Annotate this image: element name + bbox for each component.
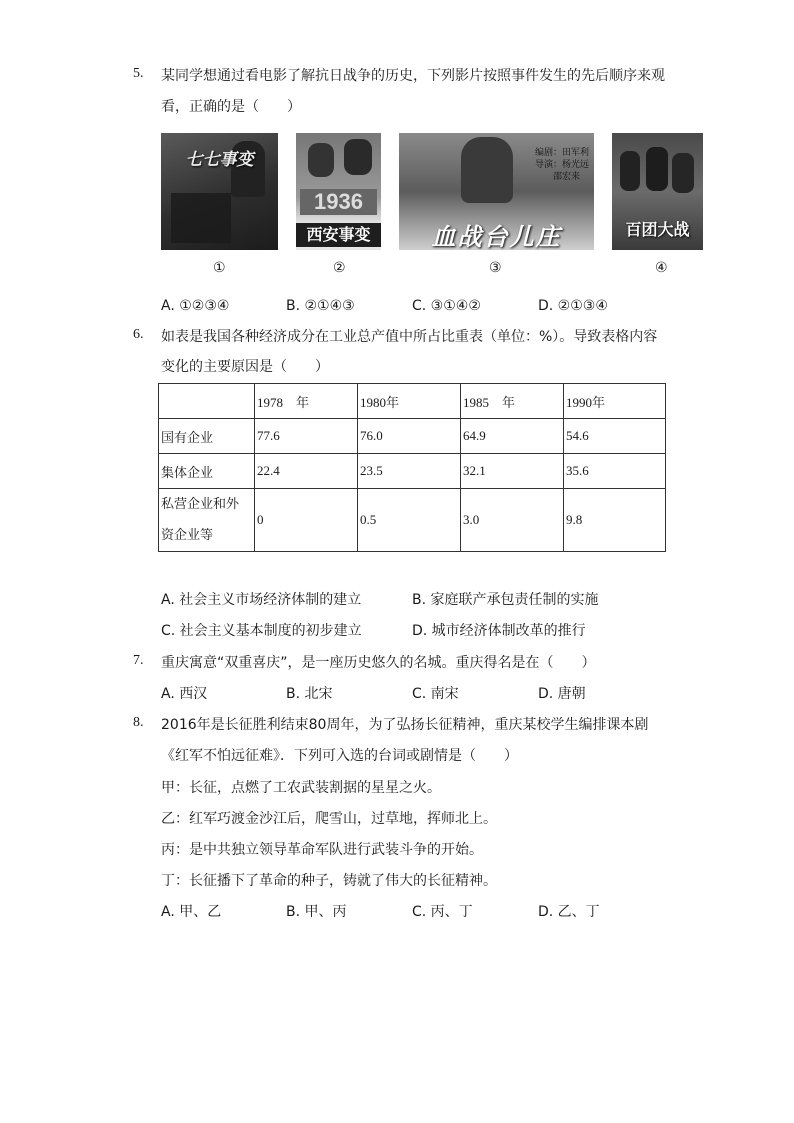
table-cell: 64.9 [461, 419, 564, 454]
credit-line: 编剧：田军利 [535, 148, 590, 158]
question-text: 变化的主要原因是（ ） [161, 359, 329, 375]
statement-item: 乙：红军巧渡金沙江后，爬雪山，过草地，挥师北上。 [161, 811, 497, 827]
movie-poster-2 [296, 133, 381, 250]
option-a[interactable]: A. 西汉 [161, 686, 208, 702]
question-text: 《红军不怕远征难》．下列可入选的台词或剧情是（ ） [161, 748, 518, 764]
question-text: 2016年是长征胜利结束80周年，为了弘扬长征精神，重庆某校学生编排课本剧 [161, 717, 649, 733]
question-text: 看，正确的是（ ） [161, 99, 301, 115]
option-b[interactable]: B. 甲、丙 [286, 904, 347, 920]
table-header-cell [159, 384, 255, 419]
option-a[interactable]: A. ①②③④ [161, 298, 230, 314]
poster-title: 血战台儿庄 [431, 223, 562, 250]
movie-poster-3 [399, 133, 594, 250]
question-text: 如表是我国各种经济成分在工业总产值中所占比重表（单位：%）。导致表格内容 [161, 329, 658, 345]
figure-silhouette [672, 153, 694, 193]
option-d[interactable]: D. 乙、丁 [538, 904, 600, 920]
credit-line: 邵宏来 [553, 172, 581, 182]
table-cell: 9.8 [564, 489, 666, 552]
question-number: 7. [133, 653, 144, 668]
figure-left [308, 143, 334, 177]
table-header-cell: 1990年 [564, 384, 666, 419]
option-c[interactable]: C. 社会主义基本制度的初步建立 [161, 623, 362, 639]
poster-title: 七七事变 [185, 150, 254, 170]
soldier-portrait [461, 137, 513, 203]
option-d[interactable]: D. ②①③④ [538, 298, 608, 314]
table-cell: 22.4 [255, 454, 358, 489]
table-cell: 0.5 [358, 489, 461, 552]
question-text: 重庆寓意“双重喜庆”，是一座历史悠久的名城。重庆得名是在（ ） [161, 655, 596, 671]
table-row [159, 419, 666, 454]
poster-credits [535, 147, 589, 183]
question-number: 6. [133, 327, 144, 342]
option-c[interactable]: C. ③①④② [412, 298, 481, 314]
poster-caption: ④ [655, 260, 668, 276]
table-header-row [159, 384, 666, 419]
option-c[interactable]: C. 南宋 [412, 686, 459, 702]
option-b[interactable]: B. 北宋 [286, 686, 333, 702]
movie-poster-1 [161, 133, 278, 250]
crowd-silhouette [171, 193, 231, 243]
table-cell: 3.0 [461, 489, 564, 552]
table-header-cell: 1985 年 [461, 384, 564, 419]
table-cell: 32.1 [461, 454, 564, 489]
row-label [159, 489, 255, 552]
option-a[interactable]: A. 甲、乙 [161, 904, 222, 920]
poster-title: 西安事变 [296, 223, 381, 247]
poster-caption: ① [213, 260, 226, 276]
option-d[interactable]: D. 城市经济体制改革的推行 [412, 623, 586, 639]
poster-title: 百团大战 [625, 220, 690, 239]
option-c[interactable]: C. 丙、丁 [412, 904, 473, 920]
table-row [159, 454, 666, 489]
statement-item: 丁：长征播下了革命的种子，铸就了伟大的长征精神。 [161, 873, 497, 889]
movie-poster-4 [612, 133, 703, 250]
figure-silhouette [620, 151, 640, 191]
table-cell: 35.6 [564, 454, 666, 489]
row-label-line: 资企业等 [161, 528, 214, 543]
statement-item: 甲：长征，点燃了工农武装割据的星星之火。 [161, 780, 441, 796]
option-a[interactable]: A. 社会主义市场经济体制的建立 [161, 592, 362, 608]
table-cell: 54.6 [564, 419, 666, 454]
credit-line: 导演：杨光远 [535, 160, 590, 170]
question-number: 5. [133, 66, 144, 81]
statement-item: 丙：是中共独立领导革命军队进行武装斗争的开始。 [161, 842, 483, 858]
table-header-cell: 1980年 [358, 384, 461, 419]
figure-right [344, 139, 372, 175]
table-cell: 0 [255, 489, 358, 552]
poster-banner: 1936 [300, 189, 377, 215]
question-number: 8. [133, 715, 144, 730]
table-header-cell: 1978 年 [255, 384, 358, 419]
option-d[interactable]: D. 唐朝 [538, 686, 586, 702]
poster-caption: ③ [489, 260, 502, 276]
table-cell: 77.6 [255, 419, 358, 454]
row-label-line: 私营企业和外 [161, 497, 240, 512]
question-text: 某同学想通过看电影了解抗日战争的历史，下列影片按照事件发生的先后顺序来观 [161, 68, 665, 84]
row-label: 集体企业 [159, 454, 255, 489]
economy-table [158, 383, 666, 552]
table-cell: 23.5 [358, 454, 461, 489]
table-row [159, 489, 666, 552]
poster-caption: ② [333, 260, 346, 276]
figure-silhouette [646, 147, 668, 191]
table-cell: 76.0 [358, 419, 461, 454]
row-label: 国有企业 [159, 419, 255, 454]
option-b[interactable]: B. ②①④③ [286, 298, 355, 314]
option-b[interactable]: B. 家庭联产承包责任制的实施 [412, 592, 599, 608]
